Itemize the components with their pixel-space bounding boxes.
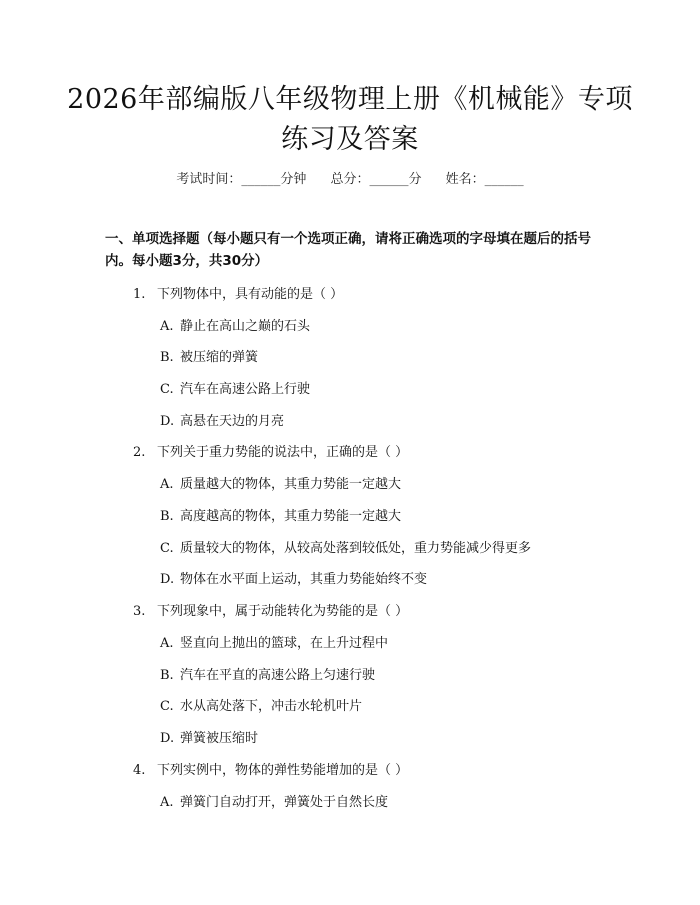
question-3-option-c [160, 695, 362, 714]
document-title: 2026年部编版八年级物理上册《机械能》专项练习及答案 [67, 84, 633, 155]
question-3-option-d [160, 727, 258, 746]
question-number: 1. [133, 287, 146, 302]
option-letter: A. [160, 795, 174, 810]
option-text: 物体在水平面上运动，其重力势能始终不变 [180, 572, 428, 587]
option-letter: A. [160, 319, 174, 334]
option-letter: D. [160, 572, 175, 587]
option-letter: C. [160, 541, 174, 556]
question-text: 下列关于重力势能的说法中，正确的是（ ） [157, 445, 409, 460]
option-letter: C. [160, 382, 174, 397]
question-4 [133, 759, 408, 778]
question-1-option-b [160, 346, 258, 365]
option-letter: B. [160, 509, 174, 524]
option-text: 高悬在天边的月亮 [180, 414, 285, 429]
option-text: 弹簧被压缩时 [180, 731, 259, 746]
option-letter: A. [160, 477, 174, 492]
question-1-option-a [160, 315, 310, 334]
question-3-option-a [160, 632, 388, 651]
question-2 [133, 441, 408, 460]
exam-meta [0, 168, 700, 187]
option-text: 汽车在平直的高速公路上匀速行驶 [180, 668, 376, 683]
question-1 [133, 283, 343, 302]
question-2-option-b [160, 505, 401, 524]
exam-time-field: 考试时间：______分钟 [176, 172, 307, 187]
option-text: 被压缩的弹簧 [180, 350, 259, 365]
question-4-option-a [160, 791, 388, 810]
question-2-option-c [160, 537, 531, 556]
question-number: 4. [133, 763, 146, 778]
question-3 [133, 600, 408, 619]
option-letter: D. [160, 414, 175, 429]
option-text: 质量越大的物体，其重力势能一定越大 [180, 477, 402, 492]
question-text: 下列实例中，物体的弹性势能增加的是（ ） [157, 763, 409, 778]
section-heading: 一、单项选择题（每小题只有一个选项正确，请将正确选项的字母填在题后的括号内。每小题3分，共30分） [105, 231, 591, 269]
question-2-option-a [160, 473, 401, 492]
option-letter: B. [160, 350, 174, 365]
option-text: 汽车在高速公路上行驶 [180, 382, 311, 397]
option-letter: C. [160, 699, 174, 714]
option-text: 质量较大的物体，从较高处落到较低处，重力势能减少得更多 [180, 541, 532, 556]
option-letter: B. [160, 668, 174, 683]
option-letter: D. [160, 731, 175, 746]
option-text: 弹簧门自动打开，弹簧处于自然长度 [180, 795, 389, 810]
option-letter: A. [160, 636, 174, 651]
question-1-option-c [160, 378, 310, 397]
name-field: 姓名：______ [445, 172, 524, 187]
question-text: 下列物体中，具有动能的是（ ） [157, 287, 344, 302]
question-2-option-d [160, 568, 427, 587]
question-text: 下列现象中，属于动能转化为势能的是（ ） [157, 604, 409, 619]
total-score-field: 总分：______分 [330, 172, 422, 187]
question-number: 3. [133, 604, 146, 619]
option-text: 水从高处落下，冲击水轮机叶片 [180, 699, 363, 714]
option-text: 高度越高的物体，其重力势能一定越大 [180, 509, 402, 524]
question-3-option-b [160, 664, 375, 683]
option-text: 静止在高山之巅的石头 [180, 319, 311, 334]
question-number: 2. [133, 445, 146, 460]
option-text: 竖直向上抛出的篮球，在上升过程中 [180, 636, 389, 651]
question-1-option-d [160, 410, 284, 429]
